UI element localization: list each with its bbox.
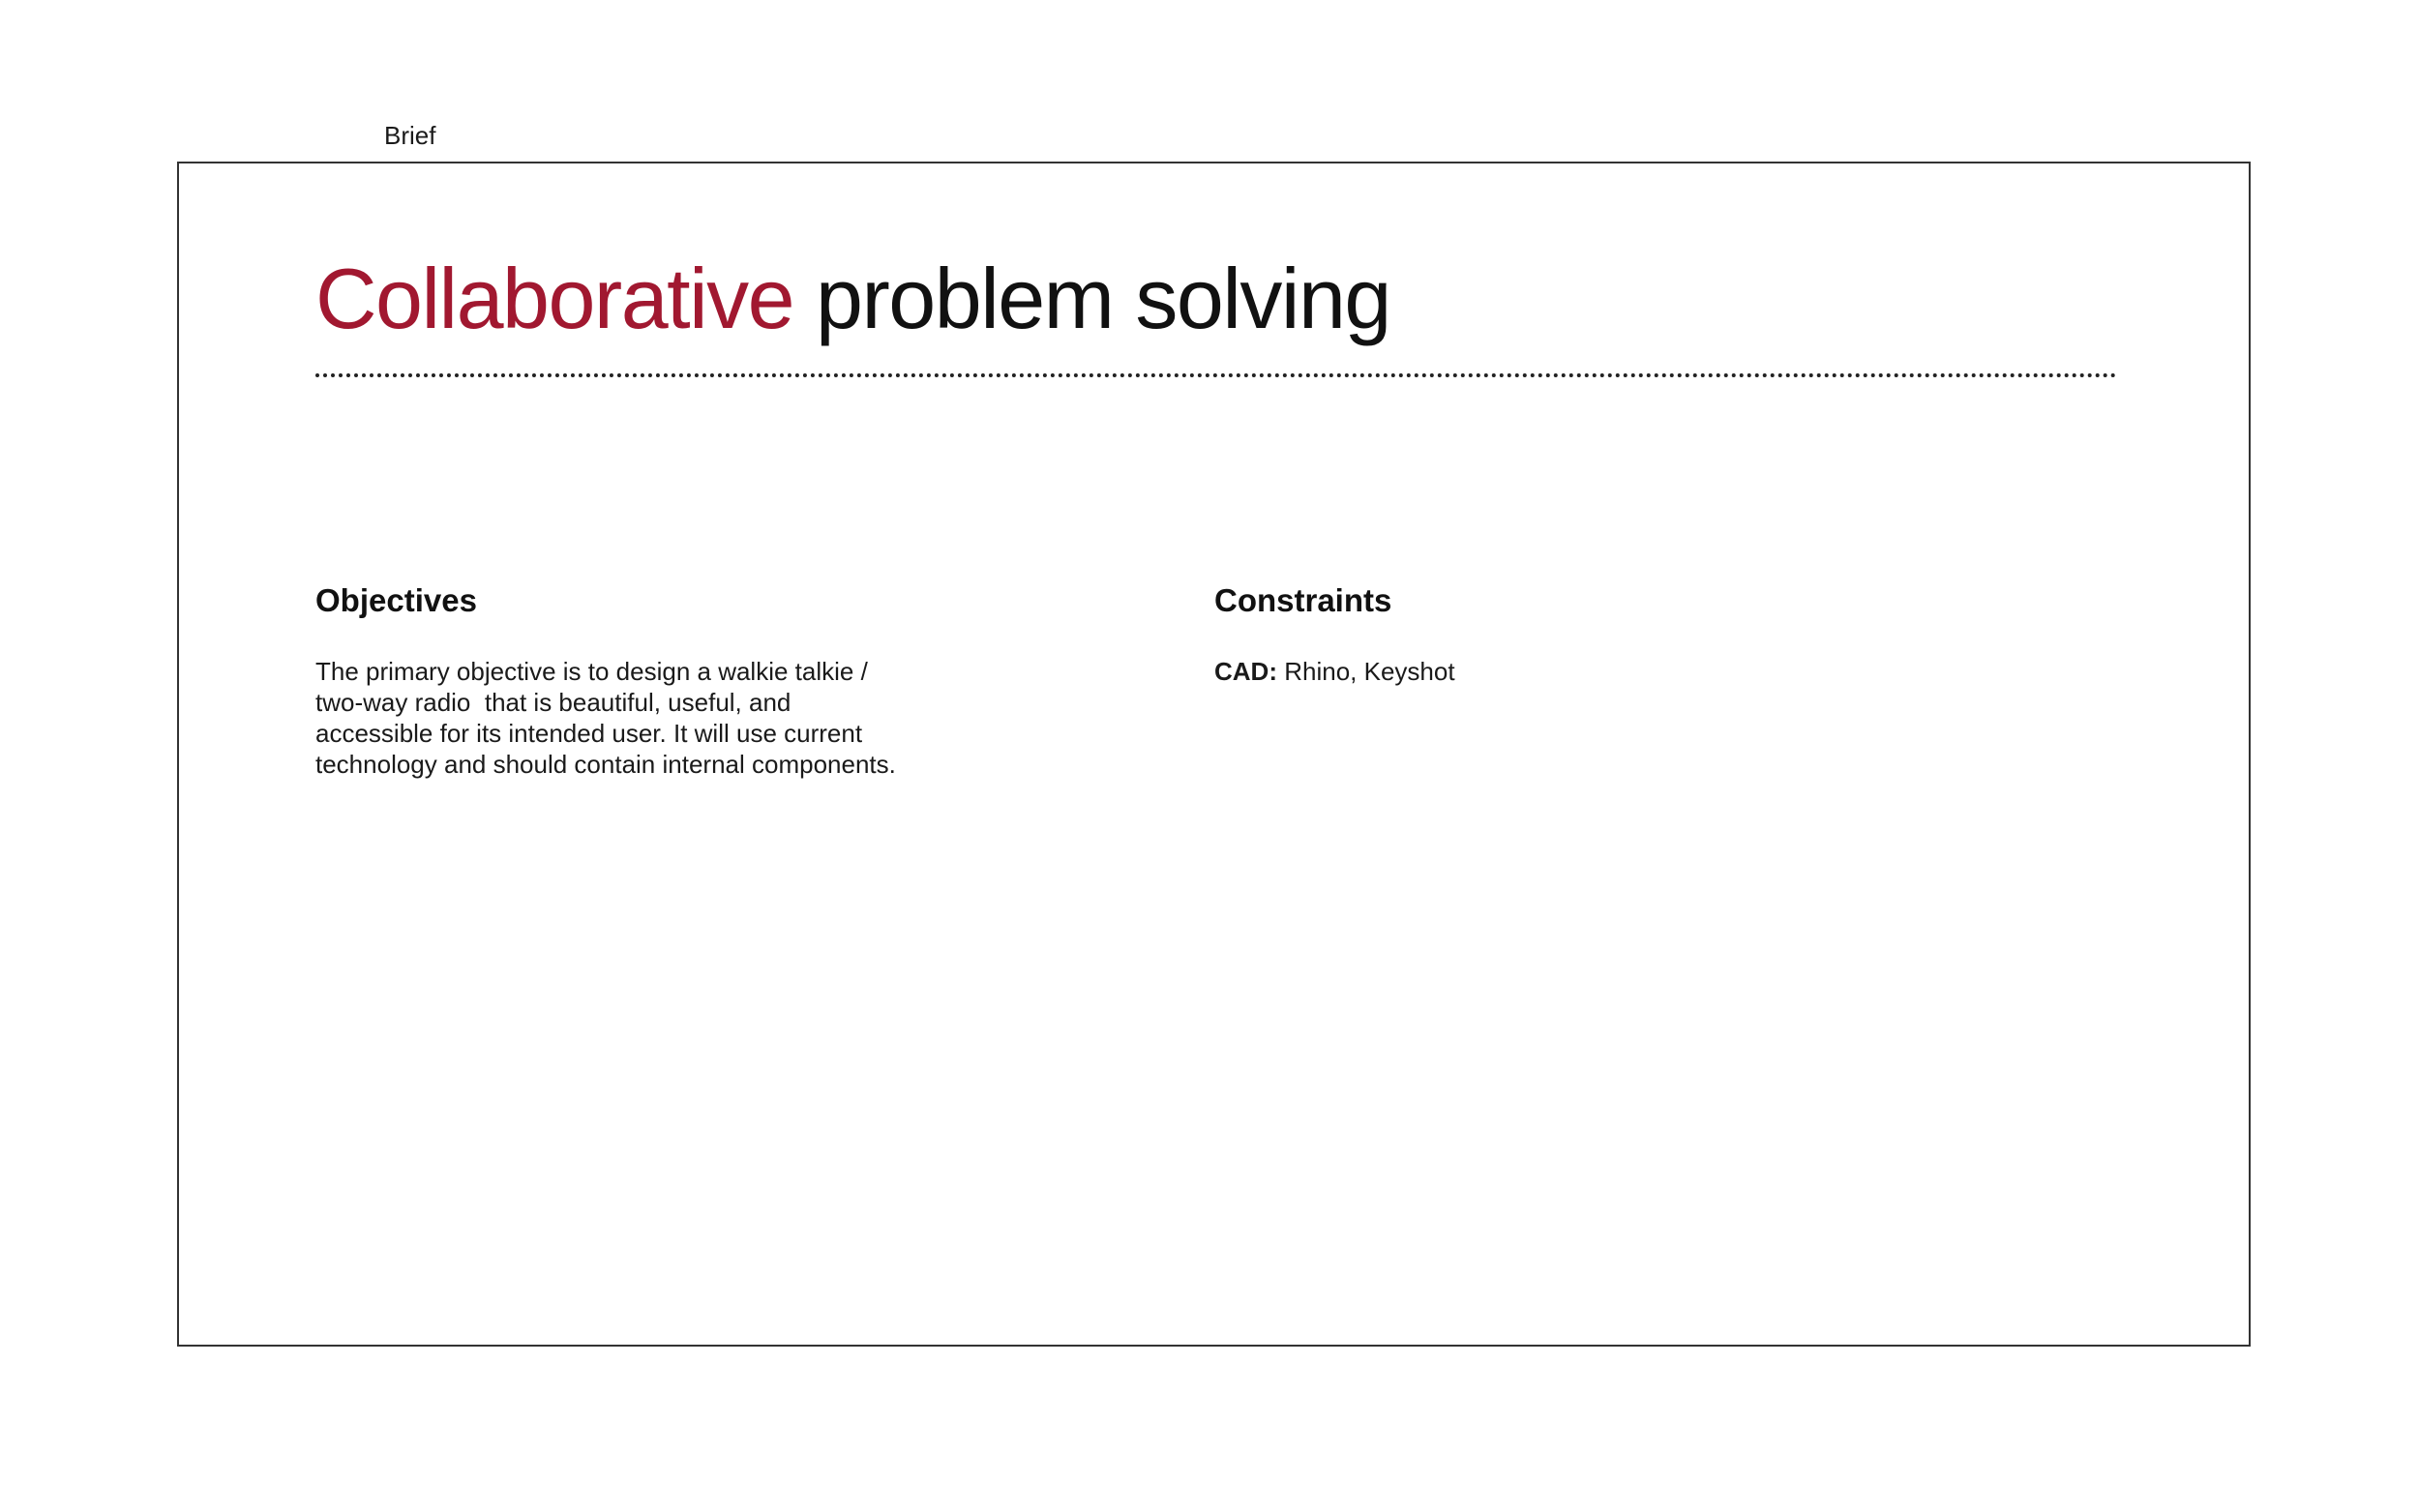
section-label: Brief [384, 121, 436, 150]
cad-value: Rhino, Keyshot [1277, 657, 1455, 686]
dotted-divider [315, 373, 2117, 377]
constraints-section [1214, 581, 1892, 687]
objectives-line: The primary objective is to design a walkie talkie / [315, 657, 868, 686]
objectives-heading: Objectives [315, 582, 477, 618]
objectives-line: technology and should contain internal components. [315, 750, 896, 779]
objectives-section [315, 581, 915, 780]
content-frame [177, 162, 2251, 1347]
constraints-cad [1214, 656, 1892, 687]
objectives-line: two-way radio that is beautiful, useful, and [315, 688, 791, 717]
cad-label: CAD: [1214, 657, 1277, 686]
page-title [315, 249, 1390, 349]
objectives-text [315, 656, 915, 780]
title-accent-word: Collaborative [315, 251, 794, 346]
title-rest: problem solving [793, 251, 1390, 346]
constraints-heading: Constraints [1214, 582, 1392, 618]
objectives-line: accessible for its intended user. It will use current [315, 719, 863, 748]
